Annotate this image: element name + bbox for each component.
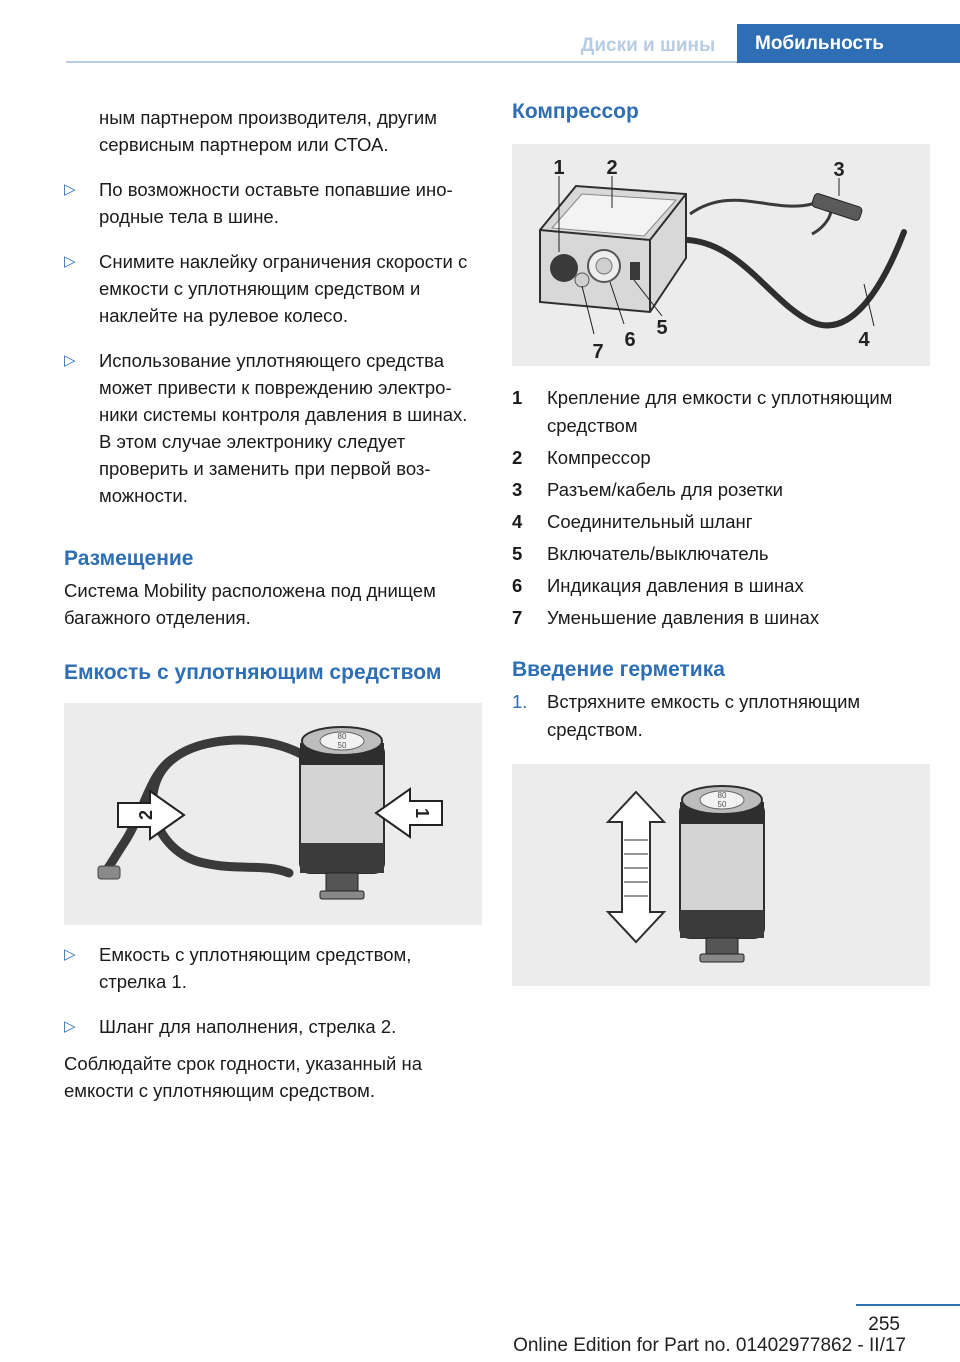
compressor-heading: Компрессор (512, 100, 639, 123)
bullet-item (64, 248, 482, 329)
connecting-hose (688, 232, 904, 325)
bullet-triangle-icon: ▷ (64, 946, 76, 963)
power-switch (630, 262, 640, 280)
sealant-heading: Введение герметика (512, 658, 725, 681)
bullet-triangle-icon: ▷ (64, 181, 76, 198)
shake-canister-illustration (512, 764, 930, 986)
sealant-tank-figure (64, 703, 482, 925)
bullet-text: Шланг для наполнения, стрелка 2. (99, 1016, 397, 1037)
legend-row (512, 604, 930, 632)
legend-number: 6 (512, 575, 523, 596)
legend-number: 2 (512, 447, 523, 468)
bullet-triangle-icon: ▷ (64, 352, 76, 369)
callout-4: 4 (858, 329, 870, 351)
canister-mount (550, 254, 578, 282)
legend-text: Соединительный шланг (547, 511, 753, 532)
legend-row (512, 540, 930, 568)
legend-number: 5 (512, 543, 523, 564)
bullet-item (64, 176, 482, 230)
legend-text: Разъем/кабель для розетки (547, 479, 783, 500)
arrow-1-label: 1 (412, 807, 432, 819)
callout-1: 1 (553, 157, 565, 179)
callout-6: 6 (624, 329, 636, 351)
legend-text: Индикация давления в шинах (547, 575, 804, 596)
header-section-tab[interactable]: Диски и шины (580, 35, 716, 56)
callout-2: 2 (606, 157, 618, 179)
legend-text: Уменьшение давления в шинах (547, 607, 820, 628)
callout-5: 5 (656, 317, 668, 339)
legend-row (512, 384, 930, 440)
bullet-text: Снимите наклейку ограничения скорости с емкости с уплотняющим средством и наклейте на рулевое колесо. (99, 251, 468, 326)
compressor-legend (512, 384, 930, 632)
placement-heading: Размещение (64, 547, 194, 570)
bullet-item (64, 347, 482, 509)
page-number-rule (856, 1304, 960, 1306)
right-column (512, 98, 930, 986)
compressor-illustration (512, 144, 930, 366)
legend-row (512, 476, 930, 504)
legend-number: 1 (512, 387, 523, 408)
dial-label-bottom: 50 (717, 800, 727, 809)
edition-footer: Online Edition for Part no. 01402977862 - II/17 (513, 1335, 906, 1356)
continuation-text: ным партнером производителя, другим сервисным партнером или СТОА. (99, 107, 437, 155)
placement-text: Система Mobility расположена под днищем багажного отделения. (64, 580, 436, 628)
dial-label-top: 80 (337, 732, 347, 741)
compressor-figure (512, 144, 930, 366)
hose-connector (98, 866, 120, 879)
legend-number: 7 (512, 607, 523, 628)
shake-figure (512, 764, 930, 986)
sealant-tank-heading: Емкость с уплотняющим средством (64, 661, 442, 684)
step-number: 1. (512, 691, 528, 712)
legend-number: 3 (512, 479, 523, 500)
legend-row (512, 444, 930, 472)
legend-number: 4 (512, 511, 523, 532)
bullet-triangle-icon: ▷ (64, 253, 76, 270)
bullet-item (64, 941, 482, 995)
legend-text: Компрессор (547, 447, 651, 468)
legend-text: Включатель/выключатель (547, 543, 769, 564)
bullet-text: Использование уплотняющего средства может привести к повреждению электроники системы контроля давления в шинах. В этом случае электронику следует проверить и заменить при первой возможности. (99, 350, 468, 506)
page-number: 255 (868, 1314, 900, 1335)
bullet-item (64, 1013, 482, 1040)
plug-connector (811, 193, 863, 222)
dial-label-top: 80 (717, 791, 727, 800)
shake-arrow-icon (608, 792, 664, 942)
bullet-text: Емкость с уплотняющим средством, стрелка 1. (99, 944, 412, 992)
expiry-note: Соблюдайте срок годности, указанный на емкости с уплотняющим средством. (64, 1053, 423, 1101)
legend-row (512, 572, 930, 600)
bullet-text: По возможности оставьте попавшие инородные тела в шине. (99, 179, 453, 227)
arrow-2-label: 2 (136, 809, 156, 821)
step-item (512, 688, 930, 744)
bullet-triangle-icon: ▷ (64, 1018, 76, 1035)
callout-3: 3 (833, 159, 845, 181)
legend-text: Крепление для емкости с уплотняющим средством (547, 387, 893, 436)
sealant-tank-illustration (64, 703, 482, 925)
callout-7: 7 (592, 341, 604, 363)
dial-label-bottom: 50 (337, 741, 347, 750)
left-column (64, 104, 482, 1104)
legend-row (512, 508, 930, 536)
header-chapter-tab[interactable]: Мобильность (737, 24, 960, 63)
step-text: Встряхните емкость с уплотняющим средством. (547, 691, 861, 740)
